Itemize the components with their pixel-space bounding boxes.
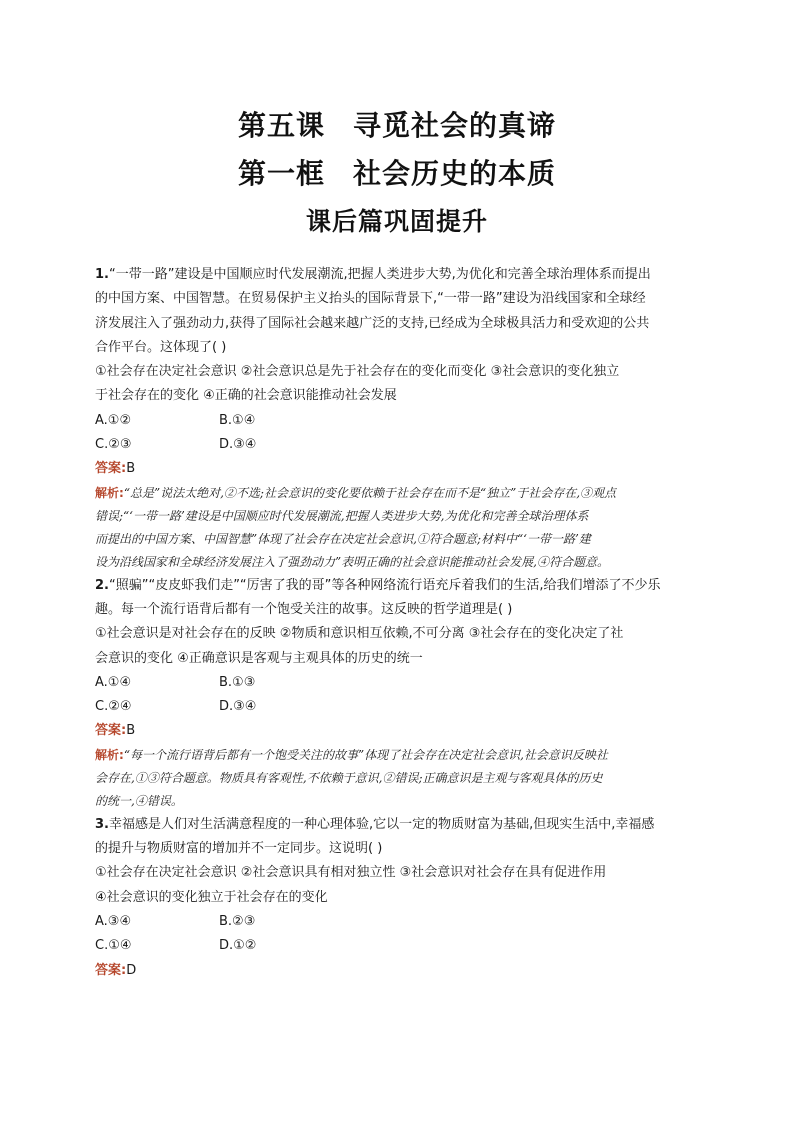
answer-option: C.②④: [95, 699, 132, 715]
statement-line: ①社会意识是对社会存在的反映 ②物质和意识相互依赖,不可分离 ③社会存在的变化决定了社: [95, 626, 624, 642]
page-subtitle: 课后篇巩固提升: [305, 207, 488, 236]
section-number: 第一框: [237, 157, 325, 190]
answer-option: D.③④: [219, 437, 257, 453]
statement-line: ①社会存在决定社会意识 ②社会意识具有相对独立性 ③社会意识对社会存在具有促进作用: [95, 865, 607, 881]
answer-option: C.①④: [95, 938, 132, 954]
question-stem-text: 的提升与物质财富的增加并不一定同步。这说明( ): [95, 841, 383, 857]
answer-option: A.①②: [95, 412, 132, 428]
answer-label: 答案:: [95, 461, 127, 477]
question-stem-text: 合作平台。这体现了( ): [95, 339, 227, 355]
explanation-line: [95, 482, 699, 505]
statement-line: 于社会存在的变化 ④正确的社会意识能推动社会发展: [95, 388, 397, 404]
explanation-label: 解析:: [95, 485, 124, 500]
question-stem-text: 的中国方案、中国智慧。在贸易保护主义抬头的国际背景下,“一带一路”建设为沿线国家和全球经: [95, 291, 646, 307]
question-stem-line: [95, 837, 699, 861]
explanation-line: [95, 790, 699, 813]
answer-option: C.②③: [95, 437, 132, 453]
question-block: [95, 813, 699, 983]
section-title: [0, 152, 794, 192]
answer-value: D: [126, 962, 137, 978]
question-stem-line: [95, 336, 699, 360]
explanation-line: [95, 767, 699, 790]
explanation-line: [95, 505, 699, 528]
question-stem-line: [95, 312, 699, 336]
options-row: [95, 695, 699, 719]
explanation-line: [95, 744, 699, 767]
section-name: 社会历史的本质: [353, 157, 557, 190]
question-number: 1.: [95, 267, 109, 282]
explanation-text: 而提出的中国方案、中国智慧”体现了社会存在决定社会意识,①符合题意;材料中“‘一带一路’建: [95, 531, 591, 546]
question-block: [95, 574, 699, 813]
question-stem-line: [95, 287, 699, 311]
answer-line: [95, 959, 699, 983]
answer-option: A.③④: [95, 913, 132, 929]
answer-option: B.①④: [219, 412, 256, 428]
explanation-line: [95, 551, 699, 574]
statement-line: ①社会存在决定社会意识 ②社会意识总是先于社会存在的变化而变化 ③社会意识的变化独立: [95, 364, 620, 380]
question-number: 3.: [95, 816, 109, 832]
question-stem-text: “一带一路”建设是中国顺应时代发展潮流,把握人类进步大势,为优化和完善全球治理体系而提出: [108, 267, 651, 282]
lesson-number: 第五课: [237, 109, 325, 142]
question-list: [95, 263, 699, 983]
answer-option: A.①④: [95, 674, 132, 690]
explanation-text: “每一个流行语背后都有一个饱受关注的故事”体现了社会存在决定社会意识,社会意识反映社: [123, 747, 608, 762]
options-row: [95, 910, 699, 934]
explanation-text: 会存在,①③符合题意。物质具有客观性,不依赖于意识,②错误;正确意识是主观与客观具体的历史: [95, 770, 603, 785]
question-stem-text: 幸福感是人们对生活满意程度的一种心理体验,它以一定的物质财富为基础,但现实生活中,幸福感: [108, 816, 655, 832]
question-stem-text: 趣。每一个流行语背后都有一个饱受关注的故事。这反映的哲学道理是( ): [95, 601, 513, 617]
question-stem-line: [95, 598, 699, 622]
lesson-title: [0, 104, 794, 144]
question-stem-text: “照骗”“皮皮虾我们走”“厉害了我的哥”等各种网络流行语充斥着我们的生活,给我们增添了不少乐: [108, 577, 661, 593]
explanation-line: [95, 528, 699, 551]
question-stem-line: [95, 574, 699, 598]
answer-line: [95, 719, 699, 743]
answer-line: [95, 457, 699, 481]
explanation-text: 的统一,④错误。: [95, 793, 183, 808]
explanation-text: “总是”说法太绝对,②不选;社会意识的变化要依赖于社会存在而不是“独立”于社会存在,③观点: [123, 485, 617, 500]
question-stem-text: 济发展注入了强劲动力,获得了国际社会越来越广泛的支持,已经成为全球极具活力和受欢迎的公共: [95, 315, 650, 331]
answer-option: D.③④: [219, 699, 257, 715]
answer-value: B: [126, 723, 136, 739]
answer-value: B: [126, 461, 136, 477]
answer-label: 答案:: [95, 723, 127, 739]
question-stem-line: [95, 813, 699, 837]
options-row: [95, 671, 699, 695]
lesson-name: 寻觅社会的真谛: [353, 109, 557, 142]
statement-line: ④社会意识的变化独立于社会存在的变化: [95, 889, 328, 905]
explanation-label: 解析:: [95, 747, 124, 762]
question-number: 2.: [95, 577, 109, 593]
answer-label: 答案:: [95, 962, 127, 978]
statement-line: 会意识的变化 ④正确意识是客观与主观具体的历史的统一: [95, 650, 423, 666]
explanation-text: 设为沿线国家和全球经济发展注入了强劲动力”表明正确的社会意识能推动社会发展,④符合题意。: [95, 554, 609, 569]
answer-option: B.①③: [219, 674, 256, 690]
options-row: [95, 934, 699, 958]
options-row: [95, 433, 699, 457]
answer-option: D.①②: [219, 938, 257, 954]
answer-option: B.②③: [219, 913, 256, 929]
explanation-text: 错误;“‘一带一路’建设是中国顺应时代发展潮流,把握人类进步大势,为优化和完善全球治理体系: [95, 508, 589, 523]
question-block: [95, 263, 699, 574]
options-row: [95, 409, 699, 433]
question-stem-line: [95, 263, 699, 287]
